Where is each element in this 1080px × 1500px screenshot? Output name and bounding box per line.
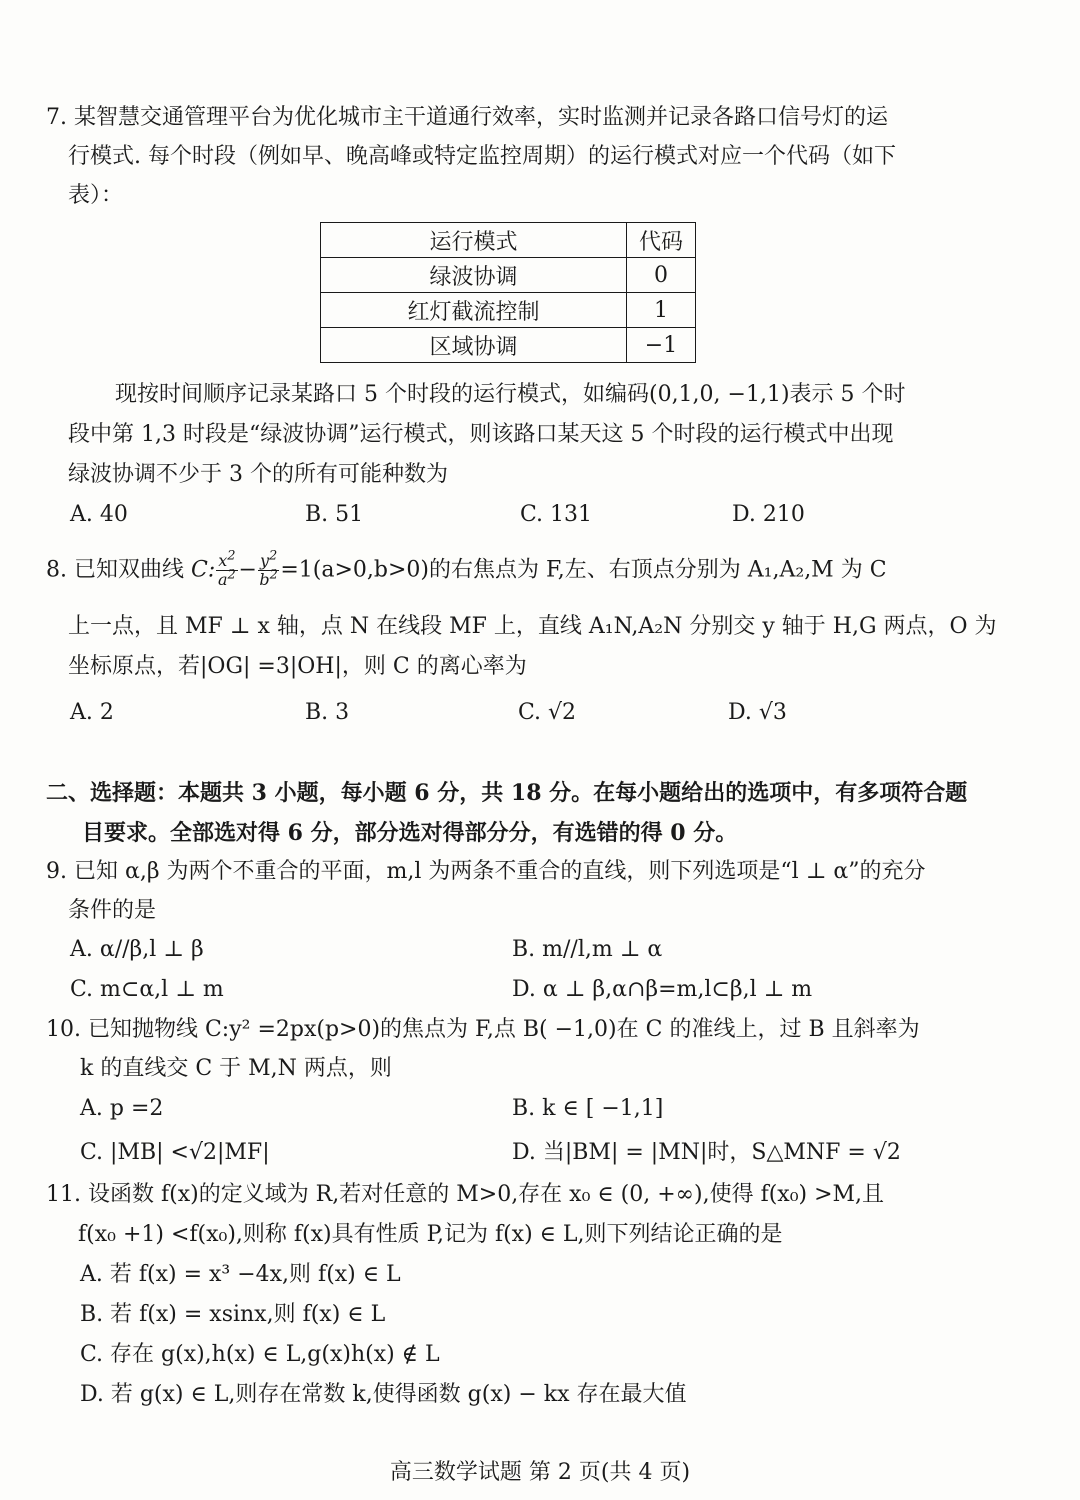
q7-option-b: B. 51 — [305, 502, 364, 527]
table-row — [321, 258, 696, 293]
q8-option-b: B. 3 — [305, 700, 350, 725]
mode-code-table — [320, 222, 696, 363]
q7-option-c: C. 131 — [520, 502, 593, 527]
table-cell-code: 1 — [627, 293, 696, 328]
q10-option-b: B. k ∈ [ −1,1] — [512, 1096, 664, 1121]
q10-option-a: A. p =2 — [80, 1096, 164, 1121]
q11-option-a: A. 若 f(x) = x³ −4x,则 f(x) ∈ L — [80, 1262, 401, 1287]
section2-heading-line2: 目要求。全部选对得 6 分，部分选对得部分分，有选错的得 0 分。 — [82, 820, 738, 846]
q8-line2: 上一点，且 MF ⊥ x 轴，点 N 在线段 MF 上，直线 A₁N,A₂N 分别交 y 轴于 H,G 两点，O 为 — [68, 614, 997, 639]
q9-option-d: D. α ⊥ β,α∩β=m,l⊂β,l ⊥ m — [512, 977, 813, 1002]
section2-heading-line1: 二、选择题：本题共 3 小题，每小题 6 分，共 18 分。在每小题给出的选项中，有多项符合题 — [46, 780, 968, 806]
q8-line1: 8. 已知双曲线 C: $\frac{x^2}{a^2}$ − $\frac{y^2}{b^2}$ =1(a>0,b>0)的右焦点为 F,左、右顶点分别为 A₁,A₂,M 为 C — [46, 548, 887, 589]
q7-para1: 现按时间顺序记录某路口 5 个时段的运行模式，如编码(0,1,0, −1,1)表示 5 个时 — [115, 382, 906, 407]
q7-para2: 段中第 1,3 时段是“绿波协调”运行模式，则该路口某天这 5 个时段的运行模式中出现 — [68, 422, 894, 447]
table-cell-mode: 绿波协调 — [321, 258, 627, 293]
q11-option-d: D. 若 g(x) ∈ L,则存在常数 k,使得函数 g(x) − kx 存在最大值 — [80, 1382, 687, 1407]
q10-line2: k 的直线交 C 于 M,N 两点，则 — [80, 1056, 392, 1081]
table-cell-code: 0 — [627, 258, 696, 293]
q8-suffix: =1(a>0,b>0)的右焦点为 F,左、右顶点分别为 A₁,A₂,M 为 C — [280, 557, 887, 583]
q11-line2: f(x₀ +1) <f(x₀),则称 f(x)具有性质 P,记为 f(x) ∈ L,则下列结论正确的是 — [78, 1222, 783, 1247]
q8-option-d: D. √3 — [728, 700, 787, 725]
q7-line3: 表）： — [68, 183, 124, 208]
q8-option-c: C. √2 — [518, 700, 577, 725]
q11-option-c: C. 存在 g(x),h(x) ∈ L,g(x)h(x) ∉ L — [80, 1342, 440, 1367]
q11-line1: 11. 设函数 f(x)的定义域为 R,若对任意的 M>0,存在 x₀ ∈ (0, +∞),使得 f(x₀) >M,且 — [46, 1182, 885, 1207]
q7-option-a: A. 40 — [70, 502, 128, 527]
q10-option-d: D. 当|BM| = |MN|时，S△MNF = √2 — [512, 1140, 901, 1165]
table-cell-mode: 红灯截流控制 — [321, 293, 627, 328]
table-row — [321, 328, 696, 363]
q8-prefix: 8. 已知双曲线 — [46, 557, 184, 583]
q8-option-a: A. 2 — [70, 700, 114, 725]
q9-option-c: C. m⊂α,l ⊥ m — [70, 977, 224, 1002]
q11-option-b: B. 若 f(x) = xsinx,则 f(x) ∈ L — [80, 1302, 386, 1327]
table-header-mode: 运行模式 — [321, 223, 627, 258]
q7-option-d: D. 210 — [732, 502, 805, 527]
q7-line1: 7. 某智慧交通管理平台为优化城市主干道通行效率，实时监测并记录各路口信号灯的运 — [46, 105, 888, 130]
q8-line3: 坐标原点，若|OG| =3|OH|，则 C 的离心率为 — [68, 654, 527, 679]
table-header-row — [321, 223, 696, 258]
table-cell-mode: 区域协调 — [321, 328, 627, 363]
q9-option-b: B. m//l,m ⊥ α — [512, 937, 663, 962]
hyperbola-label: C: — [190, 557, 216, 583]
q9-line1: 9. 已知 α,β 为两个不重合的平面，m,l 为两条不重合的直线，则下列选项是“l ⊥ α”的充分 — [46, 859, 926, 884]
fraction-y2-b2: $\frac{y^2}{b^2}$ — [259, 548, 278, 589]
fraction-x2-a2: $\frac{x^2}{a^2}$ — [217, 548, 236, 589]
page-footer: 高三数学试题 第 2 页(共 4 页) — [389, 1460, 691, 1485]
table-cell-code: −1 — [627, 328, 696, 363]
q10-line1: 10. 已知抛物线 C:y² =2px(p>0)的焦点为 F,点 B( −1,0)在 C 的准线上，过 B 且斜率为 — [46, 1017, 920, 1042]
q7-line2: 行模式. 每个时段（例如早、晚高峰或特定监控周期）的运行模式对应一个代码（如下 — [68, 144, 896, 169]
q7-para3: 绿波协调不少于 3 个的所有可能种数为 — [68, 462, 448, 487]
table-header-code: 代码 — [627, 223, 696, 258]
q9-line2: 条件的是 — [68, 898, 157, 923]
table-row — [321, 293, 696, 328]
q9-option-a: A. α//β,l ⊥ β — [70, 937, 204, 962]
q10-option-c: C. |MB| <√2|MF| — [80, 1140, 270, 1165]
